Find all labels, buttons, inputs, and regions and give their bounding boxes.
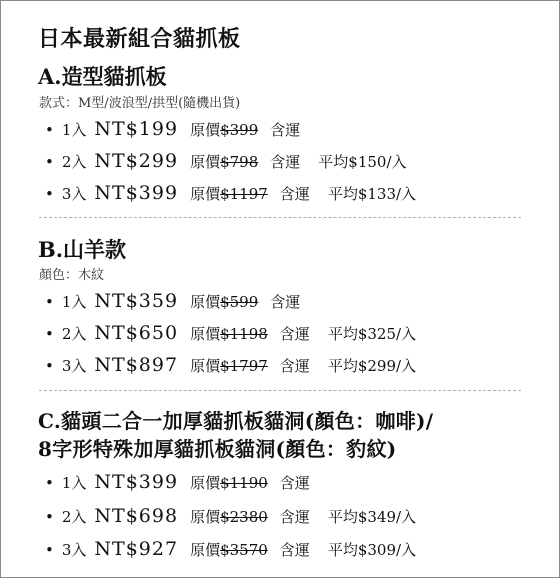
original-price: $599 — [220, 293, 259, 311]
shipping-included: 含運 — [279, 185, 310, 203]
shipping-included: 含運 — [279, 474, 310, 492]
quantity: 1入 — [61, 293, 87, 311]
quantity: 3入 — [61, 185, 87, 203]
sale-price: NT$299 — [94, 150, 179, 172]
average-price: 平均$349/入 — [327, 508, 417, 526]
original-price: $2380 — [220, 508, 268, 526]
original-price: $1197 — [220, 185, 268, 203]
bullet: • — [45, 185, 54, 203]
original-price: $798 — [220, 153, 259, 171]
page-title: 日本最新組合貓抓板 — [38, 26, 241, 52]
section-b-row-2 — [45, 322, 416, 346]
section-a-title: A.造型貓抓板 — [38, 64, 167, 89]
section-b-row-1 — [45, 290, 318, 314]
original-price-label: 原價 — [190, 357, 221, 375]
quantity: 1入 — [61, 474, 87, 492]
shipping-included: 含運 — [270, 121, 301, 139]
bullet: • — [45, 121, 54, 139]
section-a-row-3 — [45, 182, 416, 206]
shipping-included: 含運 — [279, 508, 310, 526]
sale-price: NT$927 — [94, 538, 179, 560]
section-b-row-3 — [45, 354, 416, 378]
shipping-included: 含運 — [279, 541, 310, 559]
bullet: • — [45, 508, 54, 526]
section-divider — [39, 390, 521, 391]
original-price-label: 原價 — [190, 185, 221, 203]
section-c-title-line-2: 8字形特殊加厚貓抓板貓洞(顏色：豹紋) — [38, 437, 397, 461]
average-price: 平均$150/入 — [318, 153, 407, 171]
average-price: 平均$299/入 — [327, 357, 417, 375]
original-price-label: 原價 — [190, 541, 221, 559]
quantity: 3入 — [61, 357, 87, 375]
quantity: 2入 — [61, 325, 87, 343]
quantity: 2入 — [61, 508, 87, 526]
original-price: $399 — [220, 121, 259, 139]
original-price-label: 原價 — [190, 508, 221, 526]
quantity: 2入 — [61, 153, 87, 171]
original-price-label: 原價 — [190, 121, 221, 139]
bullet: • — [45, 474, 54, 492]
original-price-label: 原價 — [190, 153, 221, 171]
section-c-row-3 — [45, 538, 416, 562]
bullet: • — [45, 325, 54, 343]
sale-price: NT$199 — [94, 118, 179, 140]
quantity: 3入 — [61, 541, 87, 559]
sale-price: NT$359 — [94, 290, 179, 312]
section-c-title-line-1: C.貓頭二合一加厚貓抓板貓洞(顏色：咖啡)/ — [38, 409, 434, 433]
section-a-style-note: 款式：M型/波浪型/拱型(隨機出貨) — [39, 96, 241, 111]
original-price-label: 原價 — [190, 325, 221, 343]
section-c-row-1 — [45, 471, 328, 495]
original-price: $1190 — [220, 474, 268, 492]
average-price: 平均$309/入 — [327, 541, 417, 559]
original-price-label: 原價 — [190, 293, 221, 311]
original-price: $1797 — [220, 357, 268, 375]
section-a-row-2 — [45, 150, 407, 174]
sale-price: NT$650 — [94, 322, 179, 344]
quantity: 1入 — [61, 121, 87, 139]
sale-price: NT$399 — [94, 182, 179, 204]
section-divider — [39, 217, 521, 218]
average-price: 平均$325/入 — [327, 325, 417, 343]
shipping-included: 含運 — [270, 153, 301, 171]
bullet: • — [45, 357, 54, 375]
shipping-included: 含運 — [270, 293, 301, 311]
bullet: • — [45, 153, 54, 171]
shipping-included: 含運 — [279, 325, 310, 343]
section-a-row-1 — [45, 118, 318, 142]
section-b-color-note: 顏色：木紋 — [39, 268, 105, 283]
sale-price: NT$897 — [94, 354, 179, 376]
section-c-row-2 — [45, 505, 416, 529]
original-price-label: 原價 — [190, 474, 221, 492]
original-price: $1198 — [220, 325, 268, 343]
bullet: • — [45, 541, 54, 559]
bullet: • — [45, 293, 54, 311]
average-price: 平均$133/入 — [327, 185, 417, 203]
sale-price: NT$399 — [94, 471, 179, 493]
original-price: $3570 — [220, 541, 268, 559]
sale-price: NT$698 — [94, 505, 179, 527]
section-b-title: B.山羊款 — [38, 237, 127, 262]
shipping-included: 含運 — [279, 357, 310, 375]
